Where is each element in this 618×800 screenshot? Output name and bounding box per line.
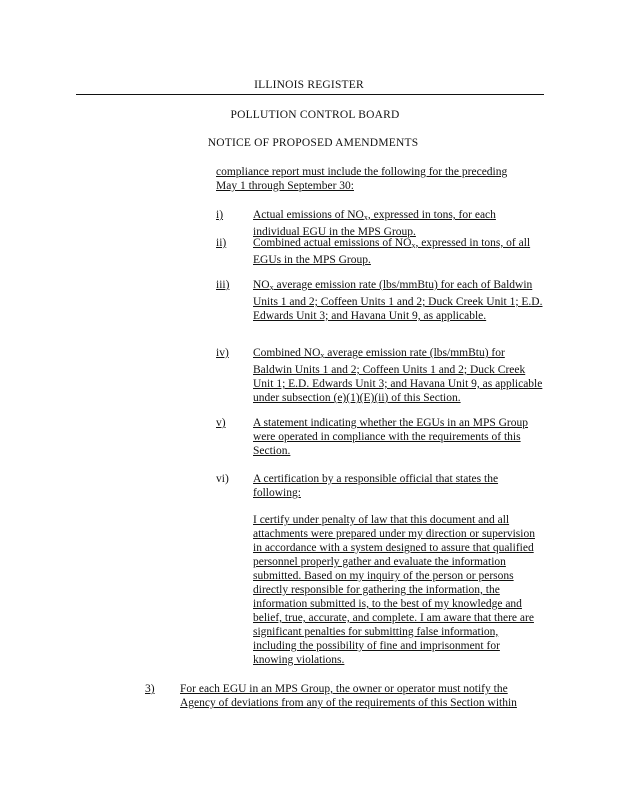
item-label: ii) xyxy=(216,237,227,249)
intro-line-2: May 1 through September 30: xyxy=(216,180,354,192)
item-label: vi) xyxy=(216,473,229,485)
item-text: Combined actual emissions of $NO_x$, expressed in tons, of all EGUs in the MPS Group. xyxy=(253,237,531,266)
item-3-label: 3) xyxy=(145,683,155,695)
item-3-line-2: Agency of deviations from any of the requirements of this Section within xyxy=(180,697,517,709)
item-text: Actual emissions of $NO_x$, expressed in tons, for each individual EGU in the MPS Group. xyxy=(253,209,496,238)
notice-title: NOTICE OF PROPOSED AMENDMENTS xyxy=(207,137,419,149)
register-title: ILLINOIS REGISTER xyxy=(254,79,364,91)
header-rule xyxy=(76,94,544,95)
board-title: POLLUTION CONTROL BOARD xyxy=(230,109,400,121)
certification-statement: I certify under penalty of law that this document and all attachments were prepared under my direction or supervision in accordance with a system designed to assure that qualified personnel properly gather and evaluate the information submitted. Based on my inquiry of the person or persons directly responsible for gathering the information, the information submitted is, to the best of my knowledge and belief, true, accurate, and complete. I am aware that there are significant penalties for submitting false information, including the possibility of fine and imprisonment for knowing violations. xyxy=(253,514,535,666)
item-text: A statement indicating whether the EGUs in an MPS Group were operated in compliance with the requirements of this Section. xyxy=(253,417,529,457)
item-label: iv) xyxy=(216,347,229,359)
item-label: iii) xyxy=(216,279,230,291)
item-text: $NO_x$ average emission rate (lbs/mmBtu) for each of Baldwin Units 1 and 2; Coffeen Units 1 and 2; Duck Creek Unit 1; E.D. Edwards Unit 3; and Havana Unit 9, as applicable. xyxy=(253,279,543,322)
item-label: i) xyxy=(216,209,224,221)
intro-line-1: compliance report must include the following for the preceding xyxy=(216,166,508,178)
item-3-line-1: For each EGU in an MPS Group, the owner or operator must notify the xyxy=(180,683,508,695)
item-text: A certification by a responsible official that states the following: xyxy=(253,473,499,499)
item-label: v) xyxy=(216,417,226,429)
item-text: Combined $NO_x$ average emission rate (lbs/mmBtu) for Baldwin Units 1 and 2; Coffeen Units 1 and 2; Duck Creek Unit 1; E.D. Edwards Unit 3; and Havana Unit 9, as applicable under subsection (e)(1)(E)(ii) of this Section. xyxy=(253,347,543,404)
